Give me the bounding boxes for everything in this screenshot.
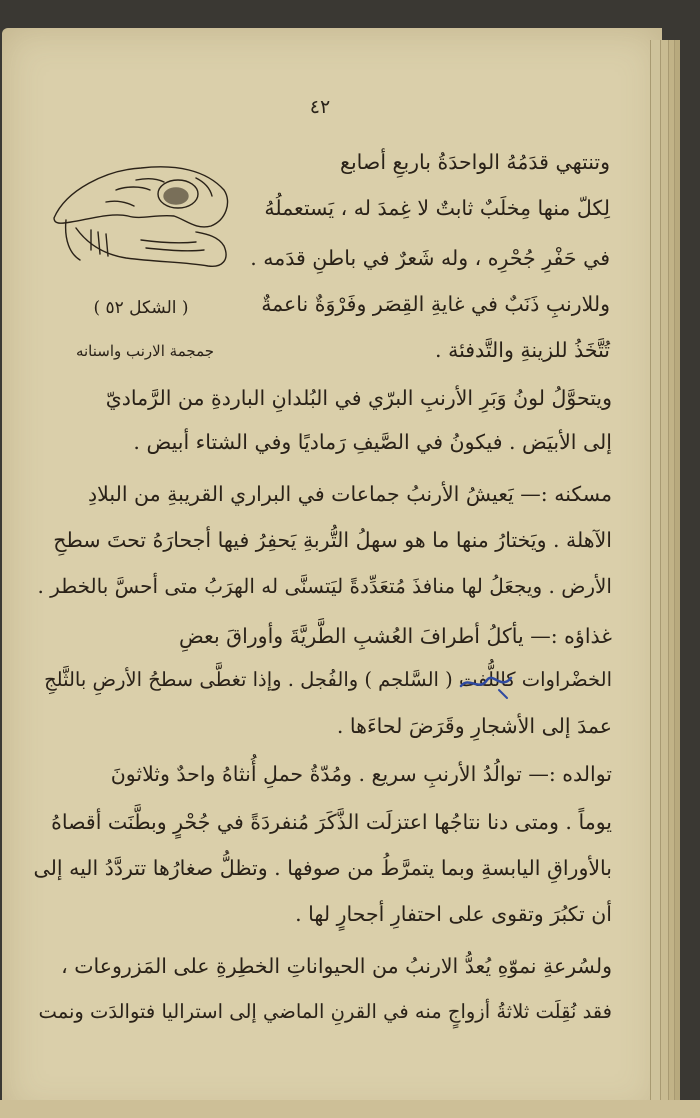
text-line: إلى الأبيَض . فيكونُ في الصَّيفِ رَماديًا وفي الشتاء أبيض . — [133, 430, 612, 454]
text-line: مسكنه :— يَعيشُ الأرنبُ جماعات في البراري القريبةِ من البلادِ — [88, 482, 612, 506]
text-line: ولسُرعةِ نموّهِ يُعدُّ الارنبُ من الحيواناتِ الخطِرةِ على المَزروعات ، — [61, 954, 612, 978]
text-line: يوماً . ومتى دنا نتاجُها اعتزلَت الذَّكَرَ مُنفردَةً في جُحْرٍ وبطَّنَت أقصاهُ — [51, 810, 612, 834]
page-number: ٤٢ — [309, 96, 331, 118]
text-line: لِكلّ منها مِخلَبٌ ثابتٌ لا غِمدَ له ، يَستعملُهُ — [264, 196, 610, 220]
page-bottom — [0, 1100, 700, 1118]
text-line: أن تكبُرَ وتقوى على احتفارِ أجحارٍ لها . — [295, 902, 612, 926]
text-line: الخضْراوات كاللُّفت ( السَّلجم ) والفُجل . وإذا تغطَّى سطحُ الأرضِ بالثَّلجِ — [44, 668, 612, 691]
text-line: ويتحوَّلُ لونُ وَبَرِ الأرنبِ البرّي في البُلدانِ الباردةِ من الرَّماديّ — [105, 386, 612, 410]
text-line: وتنتهي قدَمُهُ الواحدَةُ باربعِ أصابع — [340, 150, 610, 174]
text-line: الآهلة . ويَختارُ منها ما هو سهلُ التُّربةِ يَحفِرُ فيها أجحارَهُ تحتَ سطحِ — [53, 528, 612, 552]
rabbit-skull-illustration — [46, 150, 236, 282]
ink-mark — [455, 662, 525, 702]
text-line: عمدَ إلى الأشجارِ وقَرَضَ لحاءَها . — [336, 714, 612, 738]
figure-caption: جمجمة الارنب واسنانه — [75, 342, 215, 360]
text-line: وللارنبِ ذَنَبٌ في غايةِ القِصَر وفَرْوَةٌ ناعمةٌ — [261, 292, 610, 316]
text-line: في حَفْرِ جُحْرِه ، وله شَعرٌ في باطنِ قدَمه . — [250, 246, 610, 270]
text-line: الأرض . ويجعَلُ لها منافذَ مُتعَدِّدةً ليَتسنَّى له الهرَبُ متى أحسَّ بالخطر . — [37, 574, 612, 598]
text-line: تُتَّخَذُ للزينةِ والتَّدفئة . — [435, 338, 610, 362]
text-line: بالأوراقِ اليابسةِ وبما يتمرَّطُ من صوفها . وتظلُّ صغارُها تتردَّدُ اليه إلى — [33, 856, 612, 880]
text-line: غذاؤه :— يأكلُ أطرافَ العُشبِ الطَّريَّةَ وأوراقَ بعضِ — [178, 624, 612, 648]
text-line: توالده :— توالُدُ الأرنبِ سريع . ومُدّةُ حملِ أُنثاهُ واحدٌ وثلاثونَ — [110, 762, 612, 786]
text-line: فقد نُقِلَت ثلاثةُ أزواجٍ منه في القرنِ الماضي إلى استراليا فتوالدَت ونمت — [38, 1000, 612, 1023]
page-edge — [674, 40, 680, 1118]
figure-label: ( الشكل ٥٢ ) — [93, 298, 189, 318]
